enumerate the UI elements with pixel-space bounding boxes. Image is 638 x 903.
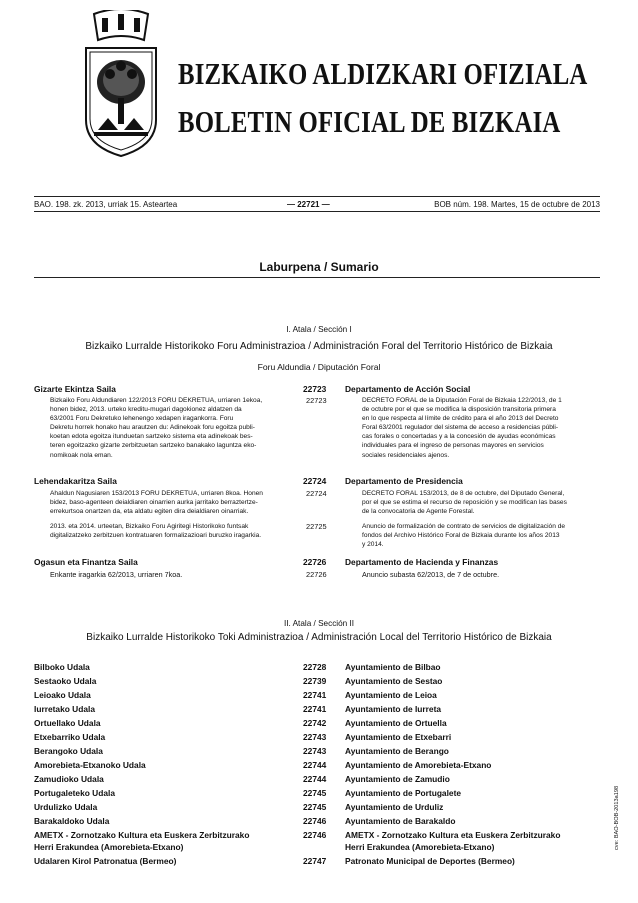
group-page: 22726 bbox=[303, 557, 327, 567]
bizkaia-crest-logo bbox=[80, 10, 162, 160]
item-page: 22725 bbox=[306, 522, 327, 531]
item-text-right: Anuncio de formalización de contrato de servicios de digitalización de fondos del Archivo Histórico Foral de Bizkaia durante los años 2013 y 2014. bbox=[362, 523, 566, 549]
toc-entry: Iurretako Udala 22741 Ayuntamiento de Iurreta bbox=[34, 704, 442, 714]
group-title-left: Gizarte Ekintza Saila bbox=[34, 384, 116, 394]
item-text-left: Bizkaiko Foru Aldundiaren 122/2013 FORU DEKRETUA, urriaren 1ekoa, honen bidez, 2013. urteko kreditu-mugari dagokionez aldatzen da 63/2001 Foru Dekretuko lehenengo xedapen iragankorra. Foru Dekretu horrek honako hau arautzen du: Adinekoak foru egoitza publi- koetan edota egoitza itunduetan sartzeko sistema eta adinekoak bes- teren egoitzazko gizarte zerbitzuetan sartzeko banakako laguntza eko- nomikoak nola eman. bbox=[50, 397, 263, 459]
header-top-rule bbox=[34, 196, 600, 197]
toc-entry: Ortuellako Udala 22742 Ayuntamiento de Ortuella bbox=[34, 718, 447, 728]
section-1-heading: I. Atala / Sección I bbox=[286, 325, 352, 334]
item-page: 22726 bbox=[306, 570, 327, 579]
toc-entry: Leioako Udala 22741 Ayuntamiento de Leioa bbox=[34, 690, 437, 700]
group-title-left: Ogasun eta Finantza Saila bbox=[34, 557, 138, 567]
title-rule bbox=[34, 277, 600, 278]
item-text-left: Enkante iragarkia 62/2013, urriaren 7koa. bbox=[50, 570, 183, 579]
section-1-authority: Bizkaiko Lurralde Historikoko Foru Administrazioa / Administración Foral del Territorio Histórico de Bizkaia bbox=[85, 341, 553, 352]
page-title: Laburpena / Sumario bbox=[259, 260, 379, 274]
header-page-number: — 22721 — bbox=[287, 200, 330, 209]
group-title-right: Departamento de Presidencia bbox=[345, 476, 463, 486]
toc-entry: Urdulizko Udala 22745 Ayuntamiento de Urduliz bbox=[34, 802, 444, 812]
toc-entry: Barakaldoko Udala 22746 Ayuntamiento de Barakaldo bbox=[34, 816, 456, 826]
toc-entry: Berangoko Udala 22743 Ayuntamiento de Berango bbox=[34, 746, 449, 756]
item-page: 22723 bbox=[306, 396, 327, 405]
item-page: 22724 bbox=[306, 489, 327, 498]
masthead-basque-title: BIZKAIKO ALDIZKARI OFIZIALA bbox=[178, 56, 588, 91]
toc-entry: Udalaren Kirol Patronatua (Bermeo) 22747 Patronato Municipal de Deportes (Bermeo) bbox=[34, 856, 515, 866]
item-text-left: 2013. eta 2014. urteetan, Bizkaiko Foru Agiritegi Historikoko funtsak digitalizatzeko zerbitzuen kontratuaren formalizazioari buruzko iragarkia. bbox=[50, 523, 262, 540]
group-page: 22724 bbox=[303, 476, 327, 486]
masthead-spanish-title: BOLETIN OFICIAL DE BIZKAIA bbox=[178, 104, 561, 139]
toc-entry: Amorebieta-Etxanoko Udala 22744 Ayuntamiento de Amorebieta-Etxano bbox=[34, 760, 492, 770]
header-bottom-rule bbox=[34, 211, 600, 212]
group-title-left: Lehendakaritza Saila bbox=[34, 476, 117, 486]
header-issue-basque: BAO. 198. zk. 2013, urriak 15. Asteartea bbox=[34, 200, 178, 209]
item-text-right: Anuncio subasta 62/2013, de 7 de octubre. bbox=[362, 570, 500, 579]
item-text-right: DECRETO FORAL de la Diputación Foral de Bizkaia 122/2013, de 1 de octubre por el que se modifica la disposición transitoria primera en lo que respecta al límite de crédito para el año 2013 del Decreto Foral 63/2001 regulador del sistema de acceso a residencias públi- cas forales o concertadas y a la concesión de ayudas económicas individuales para el ingreso de personas mayores en servicios sociales residenciales ajenos. bbox=[362, 397, 562, 459]
toc-entry: AMETX - Zornotzako Kultura eta Euskera Zerbitzurako 22746 AMETX - Zornotzako Kultura eta Euskera Zerbitzurako Herri Erakundea (Amorebieta-Etxano) Herri Erakundea (Amorebieta-Etxano) bbox=[34, 830, 561, 852]
section-2-authority: Bizkaiko Lurralde Historikoko Toki Administrazioa / Administración Local del Territorio Histórico de Bizkaia bbox=[86, 632, 552, 643]
group-page: 22723 bbox=[303, 384, 327, 394]
header-issue-spanish: BOB núm. 198. Martes, 15 de octubre de 2013 bbox=[434, 200, 600, 209]
cve-side-code: cve: BAO-BOB-2013a198 bbox=[614, 785, 620, 850]
toc-entry: Sestaoko Udala 22739 Ayuntamiento de Sestao bbox=[34, 676, 443, 686]
toc-entry: Bilboko Udala 22728 Ayuntamiento de Bilbao bbox=[34, 662, 441, 672]
section-2-heading: II. Atala / Sección II bbox=[283, 619, 355, 628]
section-1-subauthority: Foru Aldundia / Diputación Foral bbox=[257, 362, 381, 372]
group-title-right: Departamento de Acción Social bbox=[345, 384, 471, 394]
group-title-right: Departamento de Hacienda y Finanzas bbox=[345, 557, 499, 567]
toc-entry: Zamudioko Udala 22744 Ayuntamiento de Zamudio bbox=[34, 774, 450, 784]
toc-entry: Etxebarriko Udala 22743 Ayuntamiento de Etxebarri bbox=[34, 732, 452, 742]
item-text-right: DECRETO FORAL 153/2013, de 8 de octubre, del Diputado General, por el que se estima el recurso de reposición y se modifican las bases de la convocatoria de Agente Forestal. bbox=[362, 490, 567, 516]
item-text-left: Ahaldun Nagusiaren 153/2013 FORU DEKRETUA, urriaren 8koa. Honen bidez, baso-agenteen deialdiaren oinarrien aurka jarritako berraztertze- errekurtsoa onartzen da, eta aldatu egiten dira deialdiaren oinarriak. bbox=[50, 490, 263, 516]
toc-entry: Portugaleteko Udala 22745 Ayuntamiento de Portugalete bbox=[34, 788, 462, 798]
